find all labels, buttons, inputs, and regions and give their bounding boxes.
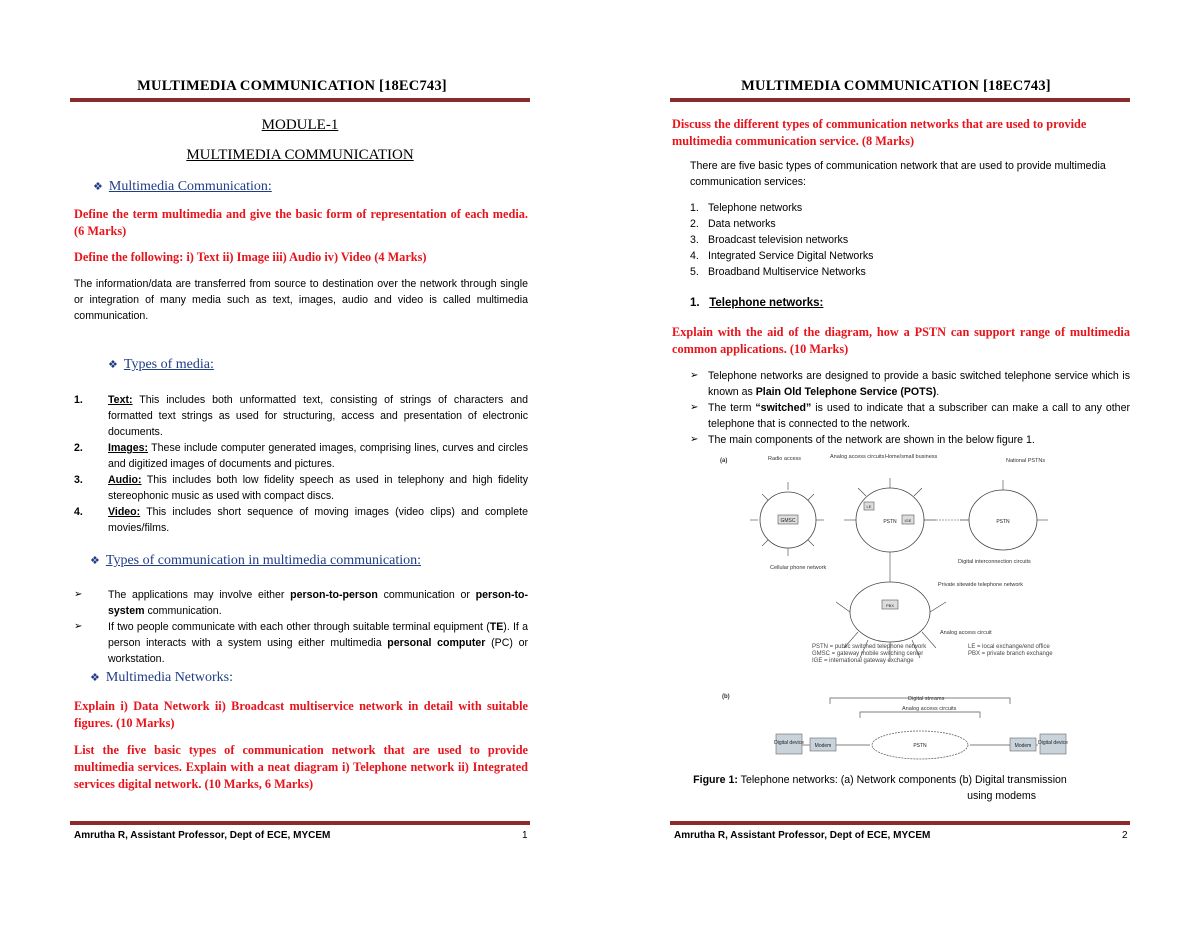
label-digital-streams: Digital streams — [908, 696, 945, 702]
diamond-bullet-icon: ❖ — [108, 359, 118, 371]
footer-author: Amrutha R, Assistant Professor, Dept of ECE, MYCEM — [674, 830, 931, 841]
node-pbx: PBX — [885, 603, 895, 608]
arrow-bullet-icon: ➢ — [690, 434, 699, 445]
media-list — [74, 392, 528, 536]
header-rule — [70, 98, 530, 102]
section-heading: 1. Telephone networks: — [690, 297, 824, 309]
list-item: ➢ Telephone networks are designed to provide a basic switched telephone service which is known as Plain Old Telephone Service (POTS). — [690, 370, 1130, 398]
header-rule — [670, 98, 1130, 102]
diamond-bullet-icon: ❖ — [90, 672, 100, 684]
diamond-bullet-icon: ❖ — [90, 555, 100, 567]
node-pstn: PSTN — [883, 519, 897, 525]
section-heading: ❖ Multimedia Communication: — [93, 179, 272, 194]
list-item: 4. Integrated Service Digital Networks — [690, 250, 874, 262]
section-heading: ❖ Types of media: — [108, 357, 214, 372]
network-types-list — [690, 200, 1130, 280]
question: Explain with the aid of the diagram, how a PSTN can support range of multimedia common applications. (10 Marks) — [672, 325, 1130, 356]
list-item: ➢ If two people communicate with each other through suitable terminal equipment (TE). If a person interacts with a system using either multimedia personal computer (PC) or workstation. — [74, 621, 528, 665]
fig-label-b: (b) — [722, 694, 730, 700]
label-pstn-b: PSTN — [913, 743, 927, 749]
node-gmsc: GMSC — [780, 518, 796, 524]
bullet-list — [74, 587, 528, 667]
question: Define the term multimedia and give the basic form of representation of each media. (6 Marks) — [74, 207, 528, 238]
footer-rule — [70, 821, 530, 825]
footer-rule — [670, 821, 1130, 825]
page-header: MULTIMEDIA COMMUNICATION [18EC743] — [137, 78, 447, 94]
list-item: ➢ The main components of the network are shown in the below figure 1. — [690, 434, 1035, 446]
label-analog-access-circuits-b: Analog access circuits — [902, 706, 957, 712]
page-number: 1 — [522, 830, 528, 841]
list-item: 5. Broadband Multiservice Networks — [690, 266, 866, 278]
figure-legend-left: PSTN = public switched telephone network GMSC = gateway mobile switching center IGE = international gateway exchange — [812, 644, 927, 664]
label-analog-access-circuits: Analog access circuits — [830, 454, 885, 460]
question: Discuss the different types of communication networks that are used to provide multimedia communication service. (8 Marks) — [672, 117, 1087, 148]
section-heading: ❖ Types of communication in multimedia communication: — [90, 553, 421, 568]
list-item: 3. Audio: This includes both low fidelity speech as used in telephony and high fidelity stereophonic music as used with compact discs. — [74, 474, 528, 502]
question: Define the following: i) Text ii) Image iii) Audio iv) Video (4 Marks) — [74, 250, 427, 264]
list-item: 1. Telephone networks — [690, 202, 803, 214]
label-analog-access-circuit: Analog access circuit — [940, 630, 992, 636]
paragraph: The information/data are transferred from source to destination over the network through single or integration of many media such as text, images, audio and video is called multimedia communication. — [74, 278, 528, 322]
label-private-network: Private sitewide telephone network — [938, 582, 1023, 588]
figure-caption: Figure 1: Telephone networks: (a) Network components (b) Digital transmission — [693, 774, 1067, 786]
label-digital-interconnection: Digital interconnection circuits — [958, 559, 1031, 565]
list-item: ➢ The applications may involve either person-to-person communication or person-to-system communication. — [74, 589, 528, 617]
page-number: 2 — [1122, 830, 1128, 841]
label-modem-left: Modem — [814, 743, 832, 749]
module-subtitle: MULTIMEDIA COMMUNICATION — [186, 147, 414, 163]
diamond-bullet-icon: ❖ — [93, 181, 103, 193]
arrow-bullet-icon: ➢ — [690, 402, 699, 413]
paragraph: There are five basic types of communication network that are used to provide multimedia communication services: — [690, 160, 1106, 188]
list-item: 4. Video: This includes short sequence of moving images (video clips) and complete movies/films. — [74, 506, 528, 534]
label-digital-device-left: Digital device — [774, 740, 804, 746]
list-item: ➢ The term “switched” is used to indicate that a subscriber can make a call to any other telephone that is connected to the network. — [690, 402, 1130, 430]
label-home-business: Home/small business — [885, 454, 938, 460]
footer-author: Amrutha R, Assistant Professor, Dept of ECE, MYCEM — [74, 830, 331, 841]
question: List the five basic types of communication network that are used to provide multimedia services. Explain with a neat diagram i) Telephone network ii) Integrated services digital network. (10 Marks, 6 Marks) — [74, 743, 528, 791]
modem-transmission-diagram — [720, 690, 1086, 770]
page-2 — [600, 0, 1200, 927]
bullet-list — [690, 368, 1130, 448]
fig-label-a: (a) — [720, 458, 728, 464]
list-item: 3. Broadcast television networks — [690, 234, 849, 246]
section-heading: ❖ Multimedia Networks: — [90, 670, 234, 685]
arrow-bullet-icon: ➢ — [690, 370, 699, 381]
list-item: 2. Data networks — [690, 218, 776, 230]
list-item: 2. Images: These include computer generated images, comprising lines, curves and circles and digitized images of documents and pictures. — [74, 442, 528, 470]
label-cellular-network: Cellular phone network — [770, 565, 827, 571]
figure-legend-right: LE = local exchange/end office PBX = private branch exchange — [968, 644, 1053, 657]
page-header: MULTIMEDIA COMMUNICATION [18EC743] — [741, 78, 1051, 94]
module-title: MODULE-1 — [261, 117, 339, 133]
question: Explain i) Data Network ii) Broadcast multiservice network in detail with suitable figures. (10 Marks) — [74, 699, 528, 730]
private-network-cloud — [850, 582, 930, 642]
node-le: LE — [866, 504, 872, 509]
arrow-bullet-icon: ➢ — [74, 621, 83, 632]
node-national-pstn: PSTN — [996, 519, 1010, 525]
list-item: 1. Text: This includes both unformatted text, consisting of strings of characters and formatted text strings as used for structuring, access and presentation of electronic documents. — [74, 394, 528, 438]
node-ige: IGE — [904, 518, 912, 523]
label-national-pstns: National PSTNs — [1006, 458, 1046, 464]
label-modem-right: Modem — [1014, 743, 1032, 749]
figure-caption-line2: using modems — [967, 790, 1036, 802]
arrow-bullet-icon: ➢ — [74, 589, 83, 600]
label-radio-access: Radio access — [768, 456, 802, 462]
label-digital-device-right: Digital device — [1038, 740, 1068, 746]
